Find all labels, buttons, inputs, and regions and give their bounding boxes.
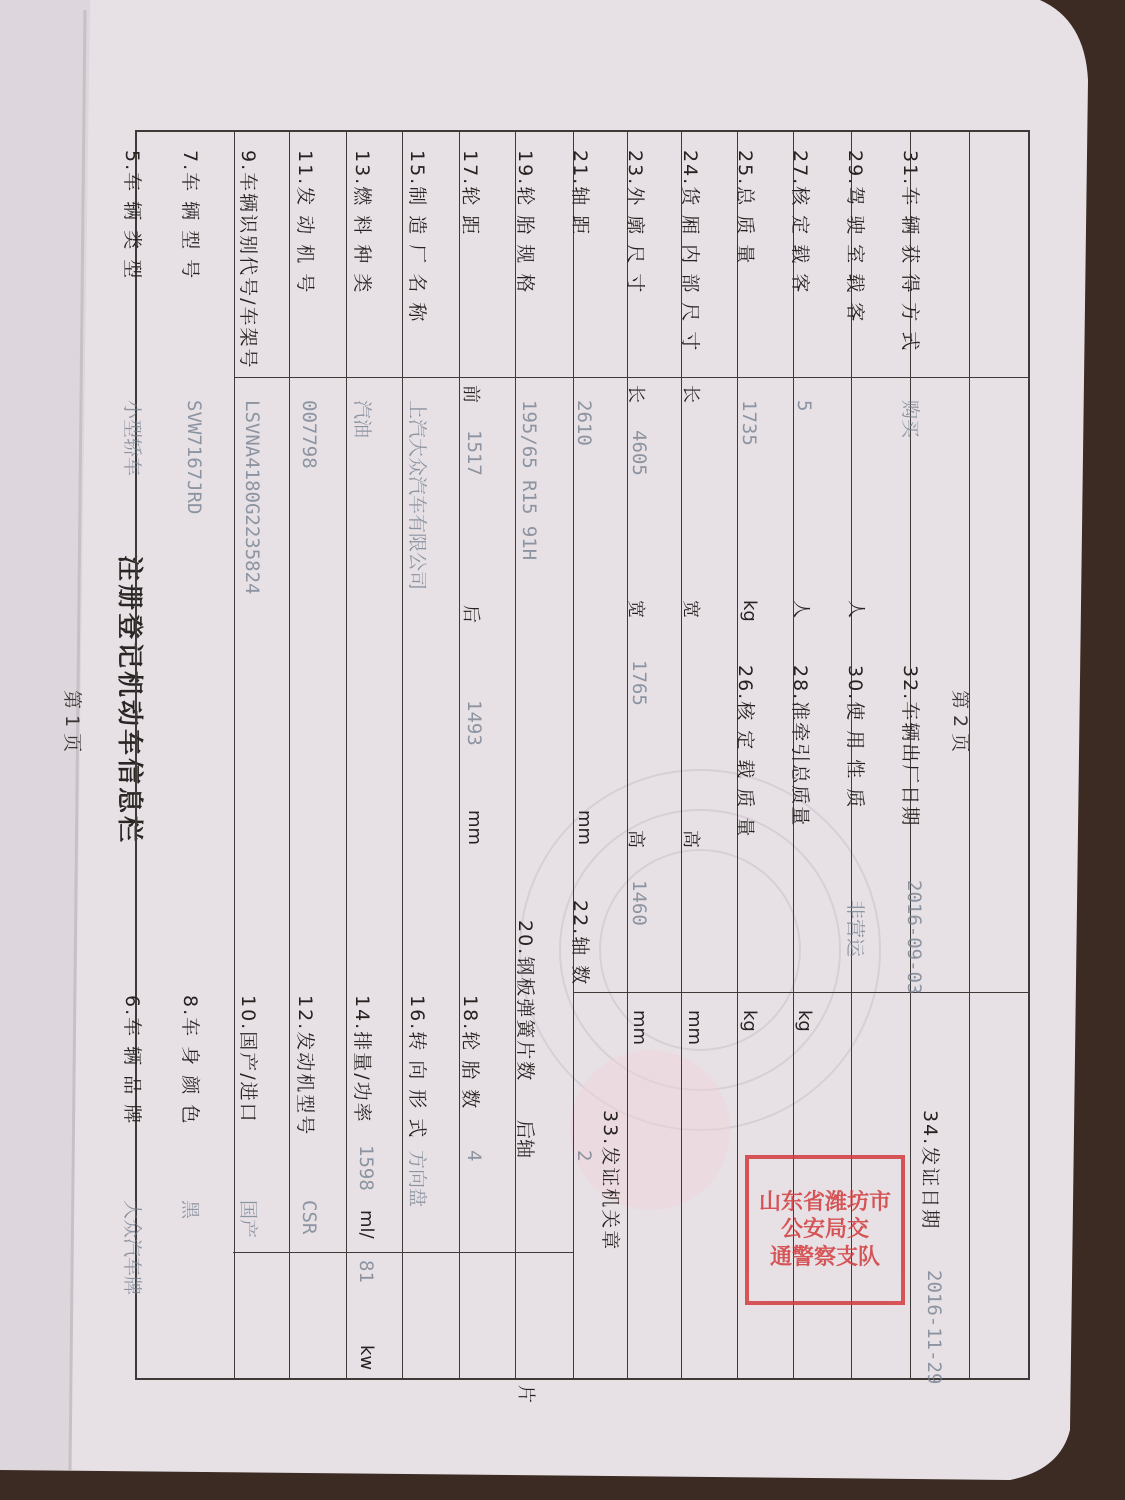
value-tire-spec: 195/65 R15 91H [518,400,540,561]
cargo-wid-label: 宽 [680,600,701,618]
value-height: 1460 [628,880,650,926]
label-manufacture-date: 32.车辆出厂日期 [899,665,921,828]
value-issue-date: 2016-11-29 [923,1270,945,1385]
label-usage: 30.使 用 性 质 [844,665,866,810]
label-engine-no: 11.发 动 机 号 [294,150,316,295]
unit-rated-load: kg [739,1010,760,1032]
label-acquisition: 31.车 辆 获 得 方 式 [899,150,921,353]
label-cargo-dim: 24.货 厢 内 部 尺 寸 [679,150,701,353]
label-brand: 6.车 辆 品 牌 [121,995,143,1126]
value-engine-model: CSR [298,1200,320,1235]
value-vehicle-type: 小型轿车 [121,400,143,477]
unit-passengers: 人 [790,600,811,618]
page-header: 第 1 页 [61,690,83,753]
unit-kw: kw [356,1345,377,1371]
label-tire-spec: 19.轮 胎 规 格 [514,150,536,295]
dim-len-label: 长 [625,385,646,403]
value-acquisition: 购买 [899,400,921,439]
label-passengers: 27.核 定 载 客 [789,150,811,295]
label-engine-model: 12.发动机型号 [294,995,316,1137]
value-track-rear: 1493 [463,700,485,746]
label-issue-date: 34.发证日期 [919,1110,941,1231]
value-track-front: 1517 [463,430,485,476]
unit-wheelbase: mm [574,810,595,846]
value-passengers: 5 [793,400,815,412]
cargo-hei-label: 高 [680,830,701,848]
label-displacement: 14.排量/功率 [351,995,373,1124]
value-length: 4605 [628,430,650,476]
track-front-label: 前 [460,385,481,403]
unit-towing-mass: kg [794,1010,815,1032]
cargo-len-label: 长 [680,385,701,403]
label-body-color: 8.车 身 颜 色 [179,995,201,1126]
unit-pieces: 片 [515,1385,536,1403]
label-tires: 18.轮 胎 数 [459,995,481,1111]
label-steering: 16.转 向 形 式 [406,995,428,1140]
unit-ml: ml/ [356,1210,377,1239]
label-model: 7.车 辆 型 号 [179,150,201,281]
page-title: 注册登记机动车信息栏 [114,555,144,846]
page-footer: 第 2 页 [949,690,971,753]
value-body-color: 黑 [179,1200,201,1220]
unit-gross-mass: kg [739,600,760,622]
value-width: 1765 [628,660,650,706]
dim-hei-label: 高 [625,830,646,848]
label-track: 17.轮 距 [459,150,481,237]
value-vin: LSVNA4180G2235824 [241,400,263,595]
value-wheelbase: 2610 [573,400,595,446]
label-wheelbase: 21.轴 距 [569,150,591,237]
label-towing-mass: 28.准牵引总质量 [789,665,811,828]
seal-line-1: 山东省潍坊市 [758,1189,891,1215]
unit-cargo: mm [684,1010,705,1046]
value-displacement: 1598 [355,1145,377,1191]
value-gross-mass: 1735 [738,400,760,446]
value-brand: 大众汽车牌 [121,1200,143,1296]
unit-track: mm [464,810,485,846]
value-engine-no: 007798 [298,400,320,469]
track-rear-label: 后 [460,605,481,623]
label-issuing-authority: 33.发证机关章 [599,1110,621,1252]
label-leaf-springs: 20.钢板弹簧片数 [514,920,536,1083]
value-manufacturer: 上汽大众汽车有限公司 [406,400,428,591]
label-rated-load: 26.核 定 载 质 量 [734,665,756,839]
label-manufacturer: 15.制 造 厂 名 称 [406,150,428,324]
label-fuel: 13.燃 料 种 类 [351,150,373,295]
label-cab-passengers: 29.驾 驶 室 载 客 [844,150,866,324]
label-origin: 10.国产/进口 [237,995,259,1124]
unit-cab-passengers: 人 [845,600,866,618]
seal-line-3: 通警察支队 [769,1244,880,1270]
label-axles: 22.轴 数 [569,900,591,987]
unit-dim: mm [629,1010,650,1046]
seal-line-2: 公安局交 [780,1217,869,1243]
value-usage: 非营运 [844,900,866,958]
value-power: 81 [355,1260,377,1283]
label-dimensions: 23.外 廓 尺 寸 [624,150,646,295]
value-tires: 4 [463,1150,485,1162]
value-steering: 方向盘 [406,1150,428,1208]
value-fuel: 汽油 [351,400,373,439]
value-model: SVW7167JRD [183,400,205,515]
official-seal [745,1155,905,1305]
label-vehicle-type: 5.车 辆 类 型 [121,150,143,281]
value-leaf-springs: 后轴 [514,1120,536,1159]
dim-wid-label: 宽 [625,600,646,618]
label-vin: 9.车辆识别代号/车架号 [237,150,259,370]
value-origin: 国产 [237,1200,259,1239]
value-manufacture-date: 2016-09-03 [903,880,925,995]
value-axles: 2 [573,1150,595,1162]
label-gross-mass: 25.总 质 量 [734,150,756,266]
